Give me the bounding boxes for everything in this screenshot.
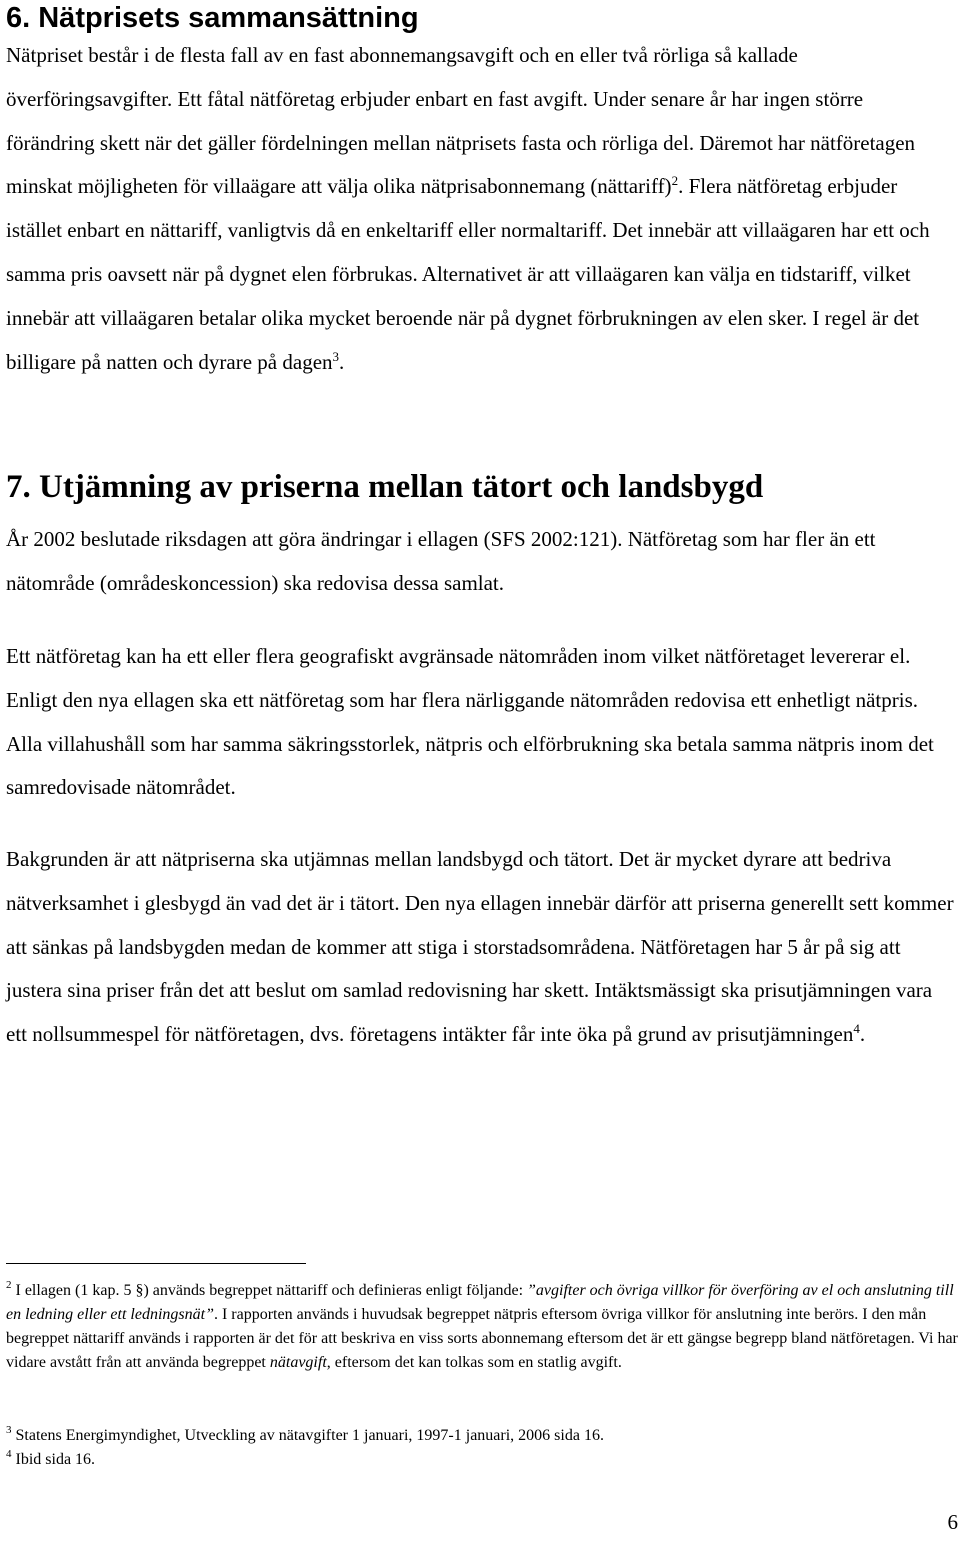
section-6-text-a: Nätpriset består i de flesta fall av en fast abonnemangsavgift och en eller två rörliga så kallade överföringsavgifter. Ett fåtal nätföretag erbjuder enbart en fast avgift. Under senare år har ingen större förändring skett när det gäller fördelningen mellan nätprisets fasta och rörliga del. Däremot har nätföretagen minskat möjligheten för villaägare att välja olika nätprisabonnemang (nättariff) (6, 43, 916, 199)
footnote-ref-2: 2 (671, 173, 679, 189)
section-6-paragraph (6, 34, 956, 384)
footnote-ref-3: 3 (332, 348, 340, 364)
footnote-4-number: 4 (6, 1448, 12, 1460)
section-7-heading: 7. Utjämning av priserna mellan tätort och landsbygd (6, 469, 764, 505)
page-number: 6 (947, 1510, 958, 1534)
footnote-3 (6, 1424, 960, 1448)
footnote-4 (6, 1448, 960, 1472)
footnote-3-number: 3 (6, 1424, 12, 1436)
footnote-2-number: 2 (6, 1279, 12, 1291)
footnote-separator (6, 1263, 306, 1264)
footnote-3-text: Statens Energimyndighet, Utveckling av nätavgifter 1 januari, 1997-1 januari, 2006 sida 16. (11, 1427, 604, 1444)
section-6-text-c: . (339, 349, 345, 374)
footnote-2-text-d: , eftersom det kan tolkas som en statlig avgift. (326, 1354, 622, 1371)
footnote-4-text: Ibid sida 16. (11, 1451, 96, 1468)
footnote-2-text-c: . I rapporten används i huvudsak begreppet nätpris eftersom övriga villkor för anslutning inte berörs. I den mån begreppet nättariff används i rapporten är det för att beskriva en viss sorts abonnemang eftersom det är ett gängse begrepp bland nätföretagen. Vi har vidare avstått från att använda begreppet (6, 1306, 958, 1371)
section-7-paragraph-3 (6, 838, 956, 1057)
section-sign-icon: § (135, 1282, 144, 1299)
footnote-2 (6, 1279, 960, 1375)
section-7-text-a: Bakgrunden är att nätpriserna ska utjämnas mellan landsbygd och tätort. Det är mycket dyrare att bedriva nätverksamhet i glesbygd än vad det är i tätort. Den nya ellagen innebär därför att priserna generellt sett kommer att sänkas på landsbygden medan de kommer att stiga i storstadsområdena. Nätföretagen har 5 år på sig att justera sina priser från det att beslut om samlad redovisning har skett. Intäktsmässigt ska prisutjämningen vara ett nollsummespel för nätföretagen, dvs. företagens intäkter får inte öka på grund av prisutjämningen (6, 847, 954, 1047)
section-7-paragraph-2: Ett nätföretag kan ha ett eller flera geografiskt avgränsade nätområden inom vilket nätföretaget levererar el. Enligt den nya ellagen ska ett nätföretag som har flera närliggande nätområden redovisa ett enhetligt nätpris. Alla villahushåll som har samma säkringsstorlek, nätpris och elförbrukning ska betala samma nätpris inom det samredovisade nätområdet. (6, 644, 934, 800)
footnote-2-term: nätavgift (269, 1354, 327, 1371)
section-6-heading: 6. Nätprisets sammansättning (6, 2, 419, 34)
footnote-2-quote: ”avgifter och övriga villkor för överföring av el och anslutning till en ledning eller ett ledningsnät” (6, 1282, 954, 1323)
section-7-paragraph-1: År 2002 beslutade riksdagen att göra ändringar i ellagen (SFS 2002:121). Nätföretag som har fler än ett nätområde (områdeskoncession) ska redovisa dessa samlat. (6, 527, 876, 595)
section-7-text-b: . (859, 1022, 866, 1047)
footnote-2-text-a: I ellagen (1 kap. 5 (11, 1282, 136, 1299)
footnote-ref-4: 4 (853, 1021, 860, 1037)
footnote-2-text-b: ) används begreppet nättariff och definieras enligt följande: (143, 1282, 528, 1299)
section-6-text-b: . Flera nätföretag erbjuder istället enbart en nättariff, vanligtvis då en enkeltariff eller normaltariff. Det innebär att villaägaren har ett och samma pris oavsett när på dygnet elen förbrukas. Alternativet är att villaägaren kan välja en tidstariff, vilket innebär att villaägaren betalar olika mycket beroende när på dygnet förbrukningen av elen sker. I regel är det billigare på natten och dyrare på dagen (6, 174, 930, 374)
